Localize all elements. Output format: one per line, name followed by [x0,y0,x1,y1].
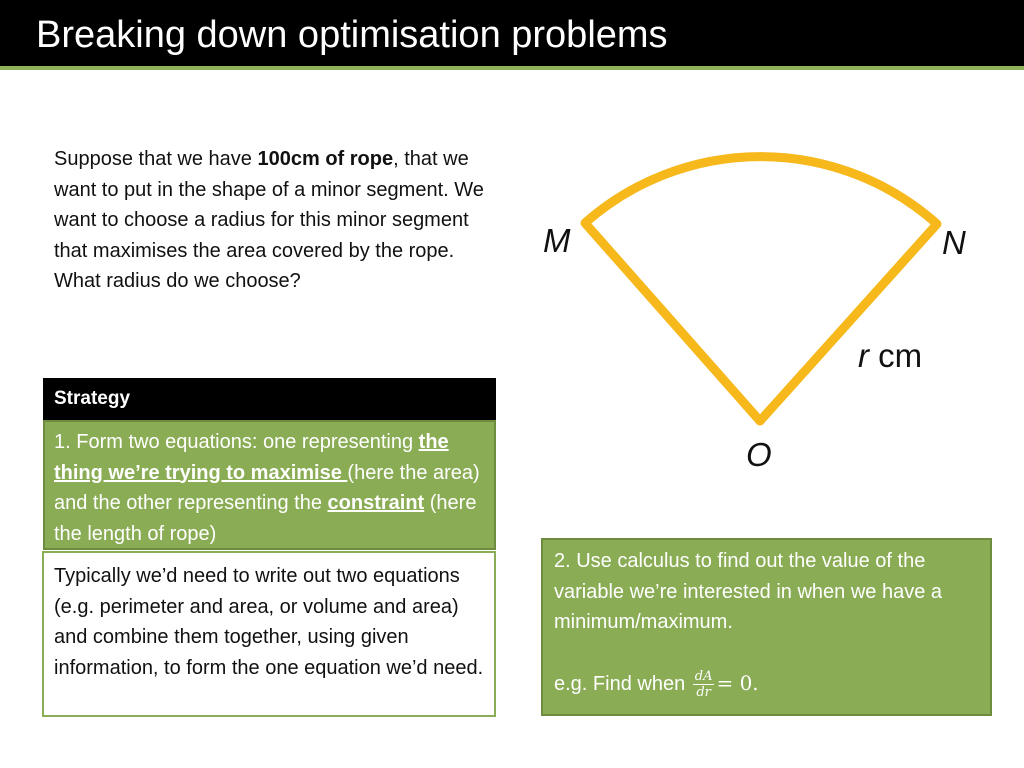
step1-text-a: 1. Form two equations: one representing [54,431,419,453]
problem-text-end: , that we want to put in the shape of a minor segment. We want to choose a radius for this minor segment that maximises the area covered by the rope. What radius do we choose? [54,148,484,292]
slide-title: Breaking down optimisation problems [36,14,668,56]
strategy-note: Typically we’d need to write out two equations (e.g. perimeter and area, or volume and area) and combine them together, using given information, to form the one equation we’d need. [42,551,496,717]
step1-text-c: (here the length of rope) [54,492,477,545]
label-n: N [942,224,966,261]
step1-text-b: (here the area) and the other representing the [54,461,480,514]
radius-unit: cm [869,337,923,374]
problem-text-bold: 100cm of rope [257,148,394,170]
step2-example-prefix: e.g. Find when [554,672,691,695]
radius-symbol: r [858,337,869,374]
step2-example-suffix: = 0. [716,670,759,695]
radius-label [858,337,922,375]
label-m: M [543,222,571,259]
problem-statement [54,144,484,297]
fraction-numerator: dA [694,668,713,684]
strategy-step-1 [43,420,496,550]
sector-outline [585,157,937,421]
strategy-heading: Strategy [43,378,496,420]
step2-example [554,668,982,700]
derivative-fraction [693,669,715,700]
step2-text: 2. Use calculus to find out the value of the variable we’re interested in when we have a minimum/maximum. [554,550,942,633]
label-o: O [746,436,772,473]
fraction-denominator: dr [696,684,711,700]
step1-constraint-text: constraint [327,492,425,514]
step1-maximise-text: the thing we’re trying to maximise [54,431,449,484]
title-underline [0,66,1024,70]
problem-text-start: Suppose that we have [54,148,258,170]
strategy-step-2 [541,538,992,716]
